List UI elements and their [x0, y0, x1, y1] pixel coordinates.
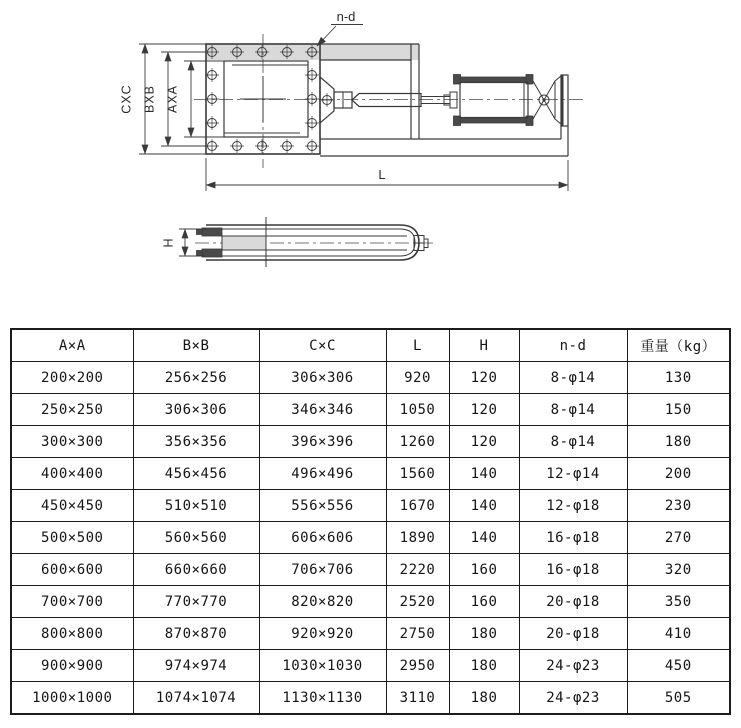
cell-l: 2950: [386, 650, 449, 682]
cell-weight: 505: [627, 682, 730, 715]
cell-axa: 600×600: [11, 554, 133, 586]
cell-h: 160: [449, 586, 519, 618]
cell-weight: 230: [627, 490, 730, 522]
hub-center-dot: [542, 98, 545, 101]
cell-cxc: 706×706: [259, 554, 386, 586]
cell-l: 2220: [386, 554, 449, 586]
table-row: [11, 586, 730, 618]
header-axa: A×A: [11, 329, 133, 362]
cylinder-body: [460, 83, 528, 118]
cell-h: 120: [449, 362, 519, 394]
bell-cup: [555, 76, 561, 124]
table-row: [11, 394, 730, 426]
cell-axa: 800×800: [11, 618, 133, 650]
l-extension-lines: [206, 158, 568, 191]
header-bxb: B×B: [133, 329, 259, 362]
cell-weight: 450: [627, 650, 730, 682]
cell-h: 180: [449, 650, 519, 682]
cell-nd: 24-φ23: [519, 682, 627, 715]
header-cxc: C×C: [259, 329, 386, 362]
gate-plate-section: [222, 236, 266, 250]
cell-l: 1050: [386, 394, 449, 426]
cell-l: 920: [386, 362, 449, 394]
cell-l: 1260: [386, 426, 449, 458]
cell-cxc: 606×606: [259, 522, 386, 554]
flange-bolt-head: [197, 230, 203, 235]
cell-axa: 200×200: [11, 362, 133, 394]
cell-nd: 24-φ23: [519, 650, 627, 682]
table-row: [11, 522, 730, 554]
l-label: L: [378, 167, 386, 182]
cell-weight: 130: [627, 362, 730, 394]
header-l: L: [386, 329, 449, 362]
cell-l: 2750: [386, 618, 449, 650]
cell-h: 140: [449, 458, 519, 490]
table-row: [11, 362, 730, 394]
cell-axa: 300×300: [11, 426, 133, 458]
cell-l: 3110: [386, 682, 449, 715]
cell-nd: 16-φ18: [519, 554, 627, 586]
cell-l: 1560: [386, 458, 449, 490]
table-row: [11, 650, 730, 682]
cell-l: 1890: [386, 522, 449, 554]
cell-axa: 500×500: [11, 522, 133, 554]
cell-weight: 270: [627, 522, 730, 554]
body-round-end-inner: [400, 229, 415, 256]
cell-axa: 400×400: [11, 458, 133, 490]
cell-bxb: 974×974: [133, 650, 259, 682]
cell-bxb: 306×306: [133, 394, 259, 426]
side-view: [195, 217, 433, 267]
h-label: H: [161, 237, 176, 248]
cell-cxc: 396×396: [259, 426, 386, 458]
cylinder-tie-bar-top: [456, 77, 531, 83]
cell-bxb: 660×660: [133, 554, 259, 586]
cell-bxb: 356×356: [133, 426, 259, 458]
air-cylinder: [444, 75, 533, 126]
cell-cxc: 820×820: [259, 586, 386, 618]
base-rail: [320, 139, 568, 156]
piston-rod: [421, 97, 450, 104]
table-row: [11, 490, 730, 522]
cell-cxc: 1130×1130: [259, 682, 386, 715]
table-row: [11, 554, 730, 586]
cell-axa: 700×700: [11, 586, 133, 618]
cell-bxb: 770×770: [133, 586, 259, 618]
cell-nd: 8-φ14: [519, 362, 627, 394]
header-nd: n-d: [519, 329, 627, 362]
flange-bolt-head: [197, 251, 203, 256]
cell-nd: 12-φ14: [519, 458, 627, 490]
cell-nd: 20-φ18: [519, 618, 627, 650]
dimension-table: [10, 328, 731, 715]
table-row: [11, 618, 730, 650]
cell-h: 140: [449, 522, 519, 554]
cell-weight: 410: [627, 618, 730, 650]
cell-nd: 12-φ18: [519, 490, 627, 522]
cell-weight: 350: [627, 586, 730, 618]
cell-nd: 8-φ14: [519, 426, 627, 458]
cell-bxb: 510×510: [133, 490, 259, 522]
cell-cxc: 346×346: [259, 394, 386, 426]
cell-weight: 200: [627, 458, 730, 490]
cell-h: 120: [449, 394, 519, 426]
cell-l: 1670: [386, 490, 449, 522]
cell-nd: 8-φ14: [519, 394, 627, 426]
cell-bxb: 456×456: [133, 458, 259, 490]
rod-gland: [450, 92, 457, 108]
cell-nd: 16-φ18: [519, 522, 627, 554]
opening-center-cross: [240, 76, 286, 122]
cell-axa: 1000×1000: [11, 682, 133, 715]
cell-cxc: 496×496: [259, 458, 386, 490]
front-view: [194, 34, 584, 168]
cell-nd: 20-φ18: [519, 586, 627, 618]
cell-l: 2520: [386, 586, 449, 618]
end-bell: [533, 76, 561, 124]
header-h: H: [449, 329, 519, 362]
table-row: [11, 426, 730, 458]
cell-weight: 180: [627, 426, 730, 458]
cell-cxc: 1030×1030: [259, 650, 386, 682]
cell-cxc: 556×556: [259, 490, 386, 522]
header-row: [11, 329, 730, 362]
cell-h: 120: [449, 426, 519, 458]
cell-weight: 150: [627, 394, 730, 426]
cell-axa: 450×450: [11, 490, 133, 522]
cell-cxc: 920×920: [259, 618, 386, 650]
nd-leader-line: [317, 26, 336, 46]
cell-h: 140: [449, 490, 519, 522]
cell-h: 180: [449, 618, 519, 650]
cxc-label: CXC: [119, 84, 134, 114]
header-weight: 重量（kg）: [627, 329, 730, 362]
cell-bxb: 1074×1074: [133, 682, 259, 715]
cell-bxb: 560×560: [133, 522, 259, 554]
end-plate-support: [561, 126, 568, 156]
cell-bxb: 870×870: [133, 618, 259, 650]
bxb-label: BXB: [142, 84, 157, 114]
cell-h: 160: [449, 554, 519, 586]
nd-label: n-d: [336, 9, 356, 24]
cell-h: 180: [449, 682, 519, 715]
cell-axa: 250×250: [11, 394, 133, 426]
table-row: [11, 682, 730, 715]
table-row: [11, 458, 730, 490]
axa-label: AXA: [165, 84, 180, 114]
cylinder-tie-bar-bottom: [456, 118, 531, 124]
stem-pin-cross: [320, 93, 334, 107]
cell-cxc: 306×306: [259, 362, 386, 394]
cell-bxb: 256×256: [133, 362, 259, 394]
cell-axa: 900×900: [11, 650, 133, 682]
technical-drawing: [0, 0, 741, 312]
cell-weight: 320: [627, 554, 730, 586]
